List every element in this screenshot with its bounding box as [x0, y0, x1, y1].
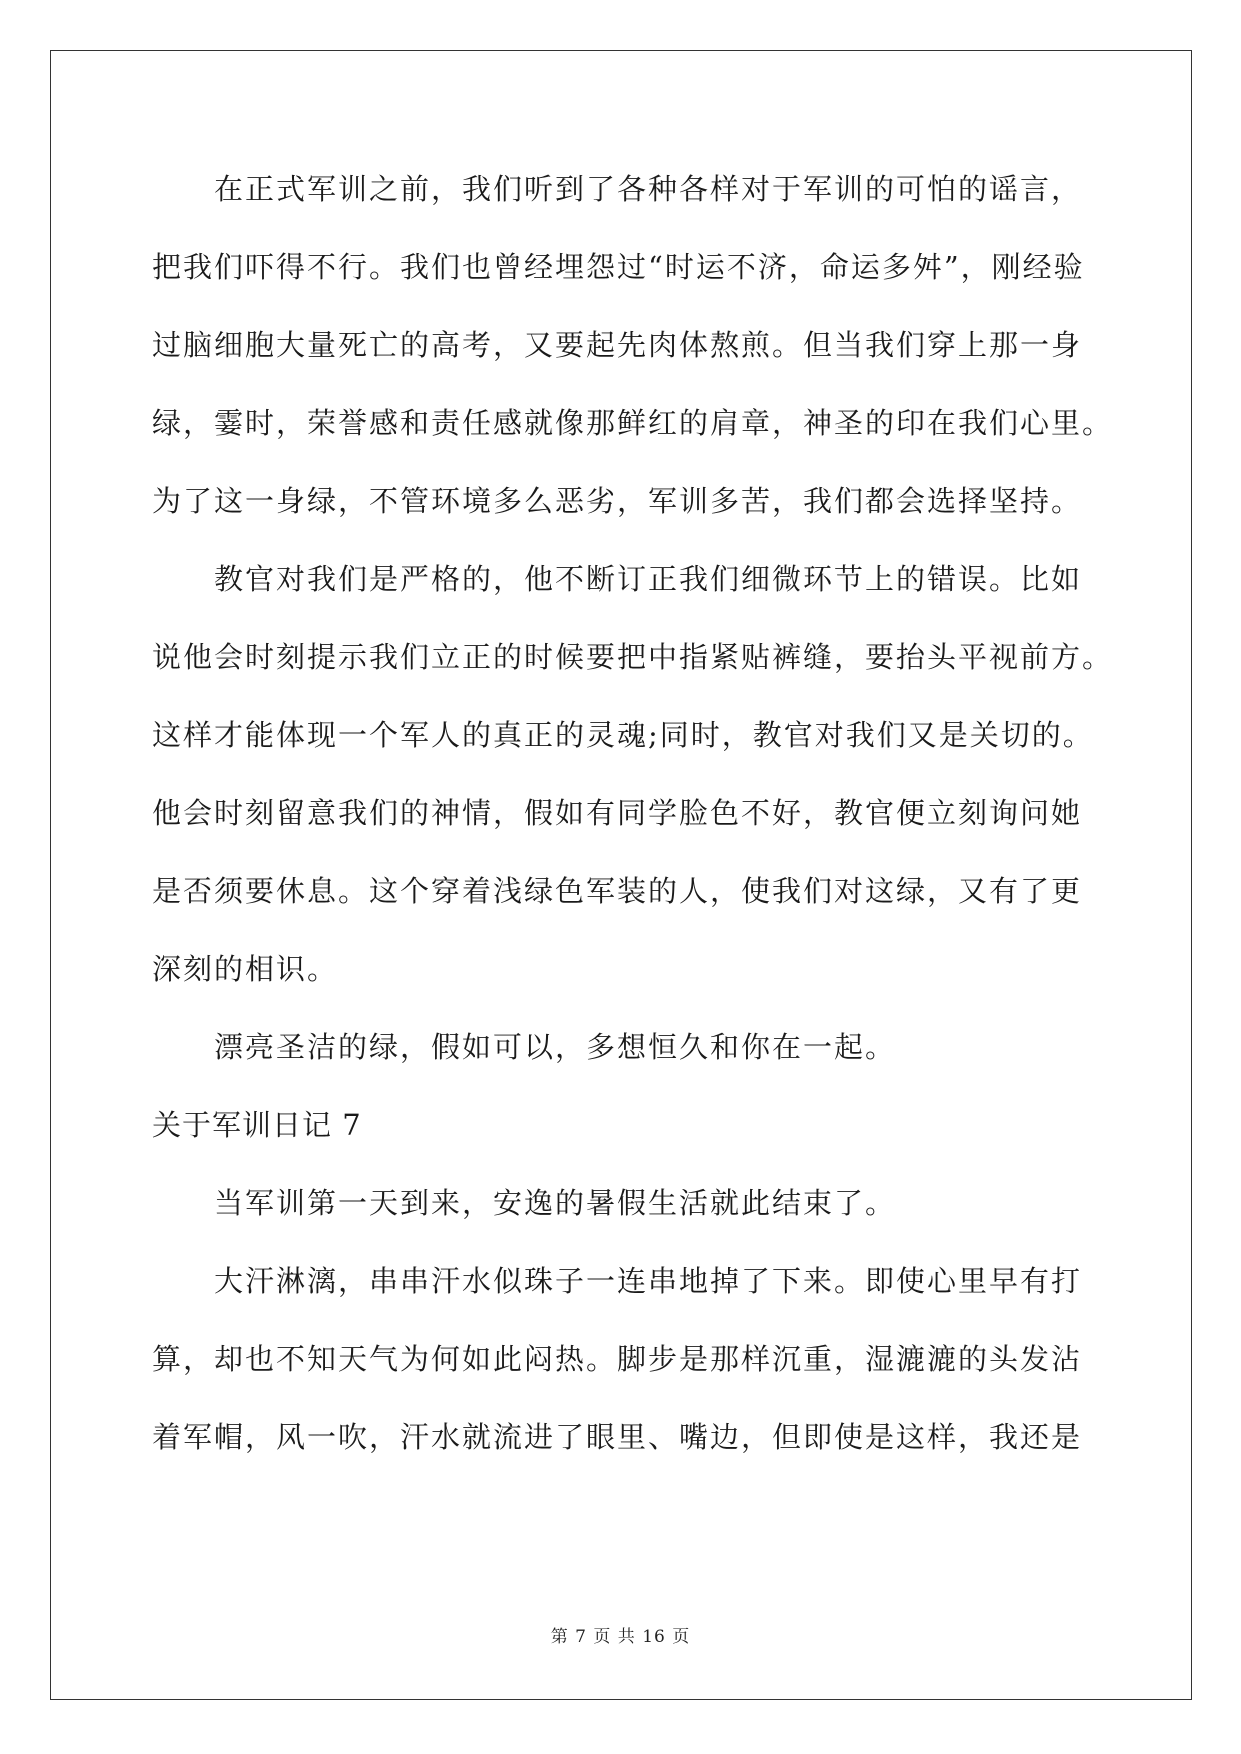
paragraph-line: 为了这一身绿，不管环境多么恶劣，军训多苦，我们都会选择坚持。 — [152, 484, 1083, 518]
paragraph-line: 是否须要休息。这个穿着浅绿色军装的人，使我们对这绿，又有了更 — [152, 874, 1083, 908]
paragraph-line: 他会时刻留意我们的神情，假如有同学脸色不好，教官便立刻询问她 — [152, 796, 1083, 830]
paragraph-line: 过脑细胞大量死亡的高考，又要起先肉体熬煎。但当我们穿上那一身 — [152, 328, 1083, 362]
paragraph-line: 把我们吓得不行。我们也曾经埋怨过“时运不济，命运多舛”，刚经验 — [152, 250, 1085, 284]
section-heading: 关于军训日记 7 — [152, 1108, 362, 1142]
paragraph-line: 算，却也不知天气为何如此闷热。脚步是那样沉重，湿漉漉的头发沾 — [152, 1342, 1083, 1376]
paragraph-line: 着军帽，风一吹，汗水就流进了眼里、嘴边，但即使是这样，我还是 — [152, 1420, 1083, 1454]
paragraph-line: 这样才能体现一个军人的真正的灵魂;同时，教官对我们又是关切的。 — [152, 718, 1094, 752]
paragraph-line: 说他会时刻提示我们立正的时候要把中指紧贴裤缝，要抬头平视前方。 — [152, 640, 1114, 674]
page-number-footer: 第 7 页 共 16 页 — [550, 1627, 691, 1647]
paragraph-line: 深刻的相识。 — [152, 952, 339, 986]
paragraph-line: 漂亮圣洁的绿，假如可以，多想恒久和你在一起。 — [214, 1030, 897, 1064]
paragraph-line: 教官对我们是严格的，他不断订正我们细微环节上的错误。比如 — [214, 562, 1083, 596]
document-body — [152, 163, 1114, 1489]
paragraph-line: 绿，霎时，荣誉感和责任感就像那鲜红的肩章，神圣的印在我们心里。 — [152, 406, 1114, 440]
paragraph-line: 在正式军训之前，我们听到了各种各样对于军训的可怕的谣言， — [214, 172, 1083, 206]
paragraph-line: 大汗淋漓，串串汗水似珠子一连串地掉了下来。即使心里早有打 — [214, 1264, 1083, 1298]
paragraph-line: 当军训第一天到来，安逸的暑假生活就此结束了。 — [214, 1186, 897, 1220]
